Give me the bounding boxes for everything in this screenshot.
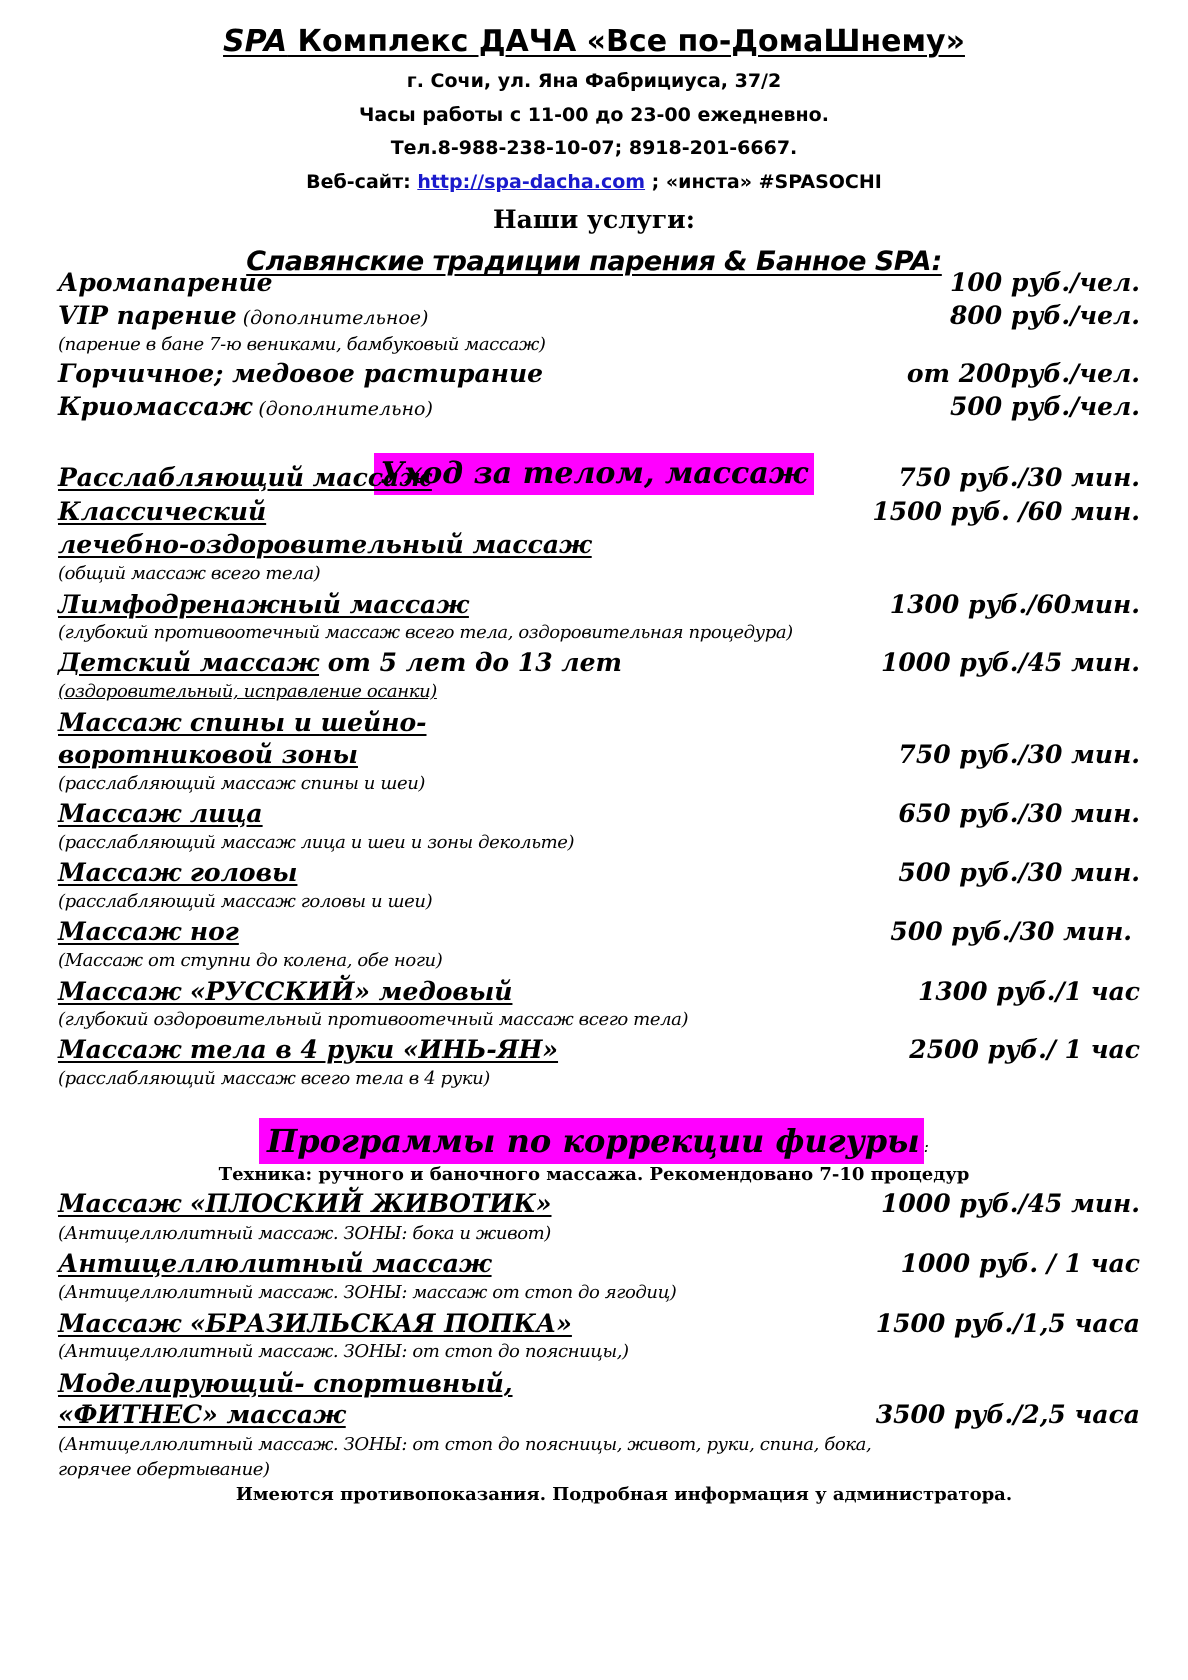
service-price: 1000 руб. / 1 час [900, 1249, 1140, 1278]
price-row [58, 589, 1140, 621]
service-note: (оздоровительный, исправление осанки) [58, 681, 437, 702]
service-note: (общий массаж всего тела) [58, 563, 321, 584]
website-line [0, 171, 1188, 193]
service-note: (расслабляющий массаж спины и шеи) [58, 773, 426, 794]
price-row [58, 1034, 1140, 1066]
technique-subtitle: Техника: ручного и баночного массажа. Рекомендовано 7-10 процедур [218, 1164, 970, 1185]
service-note: (Антицеллюлитный массаж. ЗОНЫ: массаж от стоп до ягодиц) [58, 1282, 677, 1303]
service-price: 2500 руб./ 1 час [909, 1035, 1140, 1064]
service-price: 1500 руб. /60 мин. [872, 497, 1140, 526]
phone-numbers: Тел.8-988-238-10-07; 8918-201-6667. [390, 137, 798, 159]
price-row [58, 916, 1140, 948]
service-name: Массаж «ПЛОСКИЙ ЖИВОТИК» [58, 1189, 552, 1218]
service-note: (расслабляющий массаж лица и шеи и зоны декольте) [58, 832, 575, 853]
service-name: Горчичное; медовое растирание [58, 359, 544, 388]
service-price: 750 руб./30 мин. [898, 463, 1140, 492]
price-row [58, 857, 1140, 889]
service-note-continued: горячее обертывание) [58, 1459, 270, 1480]
services-heading: Наши услуги: [493, 205, 695, 234]
title-prefix: SPA [223, 24, 288, 59]
service-note: (парение в бане 7-ю вениками, бамбуковый массаж) [58, 334, 546, 355]
service-name: Массаж «РУССКИЙ» медовый [58, 977, 513, 1006]
service-name: Массаж «БРАЗИЛЬСКАЯ ПОПКА» [58, 1309, 572, 1338]
service-note: (расслабляющий массаж всего тела в 4 руки) [58, 1068, 490, 1089]
section-title-figure-correction: Программы по коррекции фигуры [259, 1118, 924, 1164]
service-price: от 200руб./чел. [906, 359, 1140, 388]
service-name: Лимфодренажный массаж [58, 590, 469, 619]
price-row-continued [58, 529, 1140, 561]
price-row [58, 707, 1140, 739]
service-price: 1300 руб./60мин. [889, 590, 1140, 619]
document-title [0, 24, 1188, 59]
price-row [58, 358, 1140, 390]
service-note: (Антицеллюлитный массаж. ЗОНЫ: бока и живот) [58, 1223, 551, 1244]
service-note: (глубокий противоотечный массаж всего тела, оздоровительная процедура) [58, 622, 793, 643]
service-name: Расслабляющий массаж [58, 463, 432, 492]
contraindications-footer: Имеются противопоказания. Подробная информация у администратора. [235, 1484, 1013, 1505]
service-name: Классический [58, 497, 267, 526]
service-name: Массаж ног [58, 917, 239, 946]
service-name-line2: «ФИТНЕС» массаж [58, 1400, 346, 1429]
service-name: Массаж головы [58, 858, 298, 887]
service-price: 1000 руб./45 мин. [881, 1189, 1140, 1218]
price-row [58, 300, 1140, 334]
service-price: 500 руб./чел. [950, 392, 1140, 421]
price-row [58, 391, 1140, 425]
price-row [58, 798, 1140, 830]
service-price: 3500 руб./2,5 часа [875, 1400, 1140, 1429]
service-note: (Массаж от ступни до колена, обе ноги) [58, 950, 443, 971]
service-name: Антицеллюлитный массаж [58, 1249, 492, 1278]
price-row [58, 1368, 1140, 1400]
price-row [58, 267, 1140, 299]
price-row [58, 1188, 1140, 1220]
service-price: 500 руб./30 мин. [898, 858, 1140, 887]
service-extra: (дополнительное) [236, 307, 429, 329]
section-title-figure-correction-wrap [0, 1118, 1188, 1164]
service-name: Массаж тела в 4 руки «ИНЬ-ЯН» [58, 1035, 559, 1064]
price-row [58, 462, 1140, 494]
price-row [58, 647, 1140, 679]
service-name-line2: воротниковой зоны [58, 740, 358, 769]
service-name: Криомассаж [58, 392, 253, 421]
service-name: Массаж лица [58, 799, 263, 828]
price-row [58, 1308, 1140, 1340]
service-price: 100 руб./чел. [950, 268, 1140, 297]
service-price: 650 руб./30 мин. [898, 799, 1140, 828]
service-price: 500 руб./30 мин. [890, 917, 1132, 946]
service-name: Детский массаж [58, 648, 320, 677]
service-name: Аромапарение [58, 268, 273, 297]
service-price: 800 руб./чел. [950, 301, 1140, 330]
price-row [58, 496, 1140, 528]
price-row [58, 976, 1140, 1008]
instagram-tag: ; «инста» #SPASOCHI [645, 171, 882, 193]
service-note: (Антицеллюлитный массаж. ЗОНЫ: от стоп до поясницы, живот, руки, спина, бока, [58, 1434, 872, 1455]
service-name: Массаж спины и шейно- [58, 708, 427, 737]
price-row [58, 1248, 1140, 1280]
website-link[interactable]: http://spa-dacha.com [417, 171, 646, 193]
service-price: 1500 руб./1,5 часа [875, 1309, 1140, 1338]
address: г. Сочи, ул. Яна Фабрициуса, 37/2 [406, 70, 782, 92]
service-price: 1300 руб./1 час [918, 977, 1140, 1006]
service-note: (расслабляющий массаж головы и шеи) [58, 891, 433, 912]
title-rest: Комплекс ДАЧА «Все по-ДомаШнему» [287, 24, 965, 59]
title-colon: : [923, 1137, 930, 1156]
service-price: 1000 руб./45 мин. [881, 648, 1140, 677]
working-hours: Часы работы с 11-00 до 23-00 ежедневно. [359, 104, 829, 126]
service-name-suffix: от 5 лет до 13 лет [319, 648, 622, 677]
website-label: Веб-сайт: [306, 171, 418, 193]
service-name: VIP парение [58, 301, 237, 330]
service-extra: (дополнительно) [252, 398, 433, 420]
section-title-body-care: Уход за телом, массаж [374, 453, 814, 495]
price-row-continued [58, 1399, 1140, 1431]
section-title-steam: Славянские традиции парения & Банное SPA: [246, 246, 942, 277]
service-note: (глубокий оздоровительный противоотечный массаж всего тела) [58, 1009, 689, 1030]
service-name-line2: лечебно-оздоровительный массаж [58, 530, 592, 559]
service-name: Моделирующий- спортивный, [58, 1369, 513, 1398]
price-row-continued [58, 739, 1140, 771]
service-note: (Антицеллюлитный массаж. ЗОНЫ: от стоп до поясницы,) [58, 1341, 629, 1362]
service-price: 750 руб./30 мин. [898, 740, 1140, 769]
